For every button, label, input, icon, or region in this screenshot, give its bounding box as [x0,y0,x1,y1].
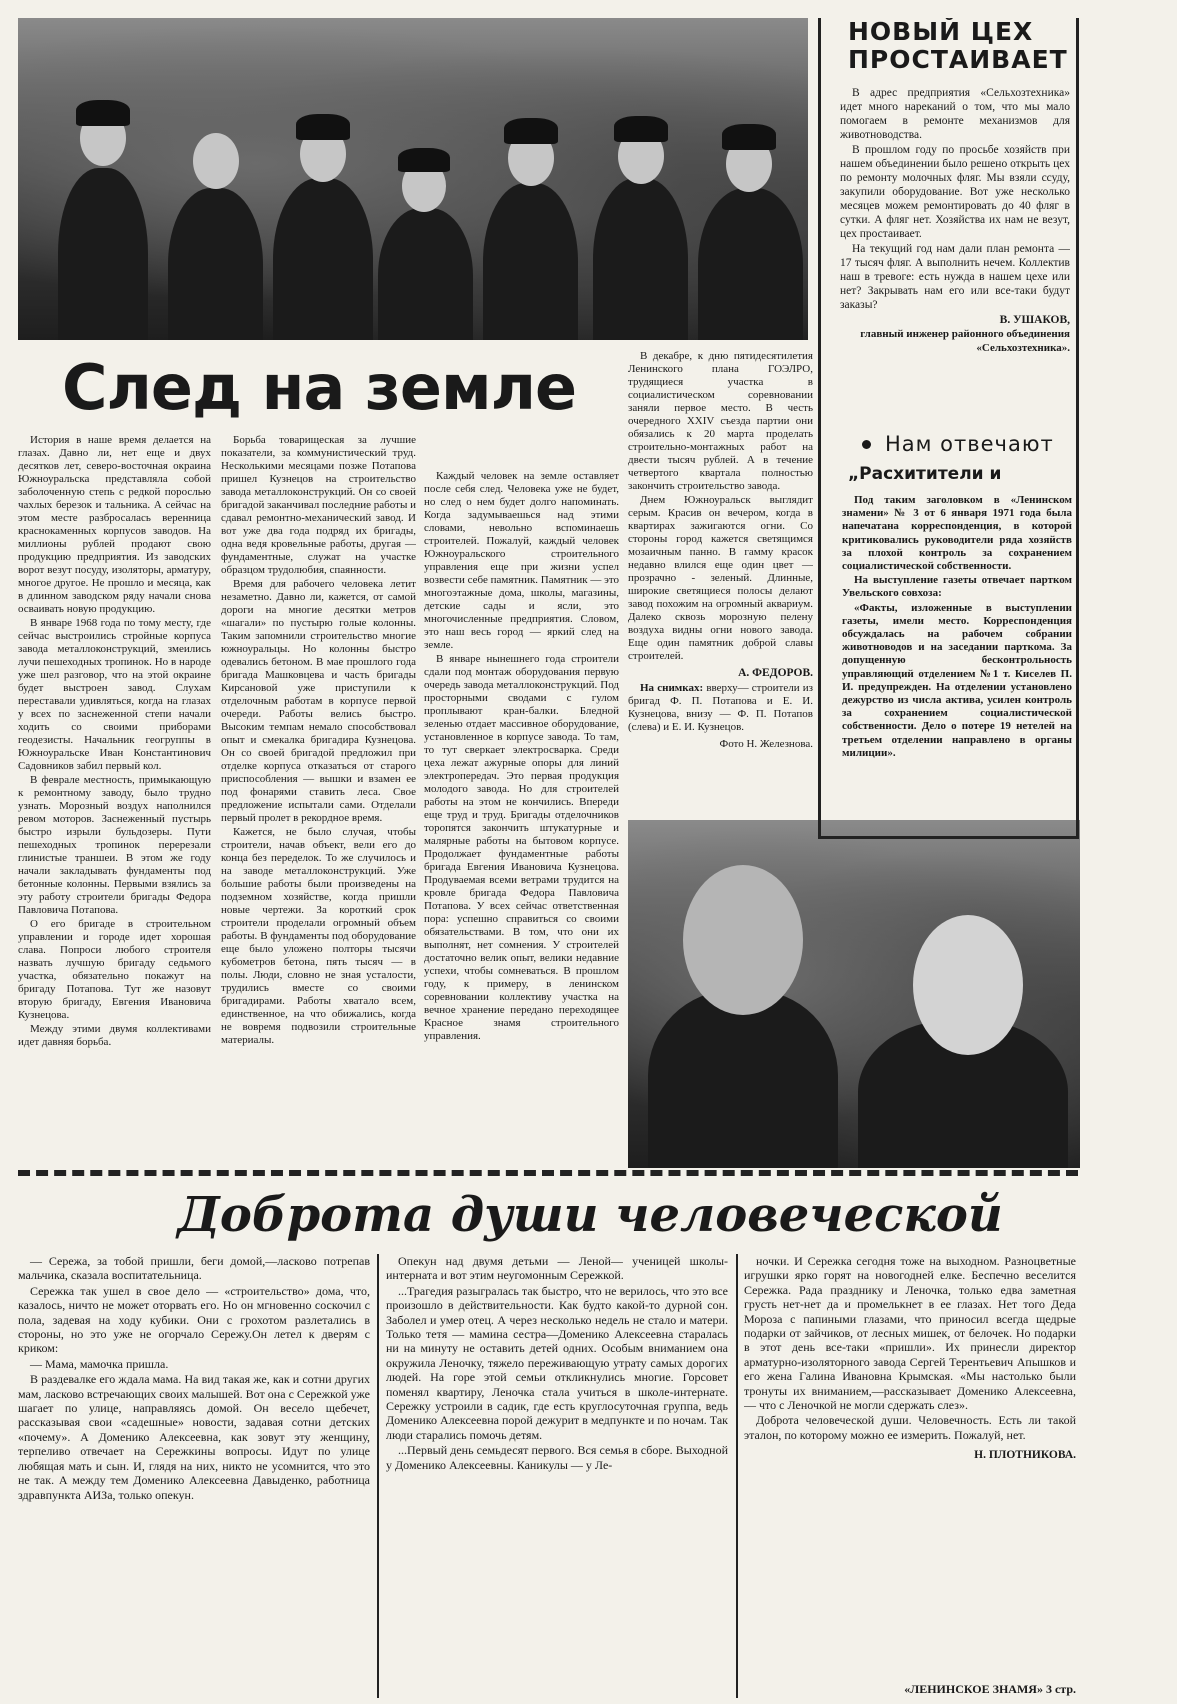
photo-builders-group [18,18,808,340]
article-paragraph: В декабре, к дню пятидесятилетия Ленинского плана ГОЭЛРО, трудящиеся участка в социалистическом соревновании заняли первое место. В честь очередного XXIV съезда партии они обязались к 20 марта проделать строительно-монтажных работ на двести тысяч рублей. А в течение четвертого квартала полностью закончить строительство завода. [628,350,813,492]
bottom-column-3 [744,1254,1076,1674]
bottom-column-1 [18,1254,370,1698]
bottom-paragraph: В раздевалке его ждала мама. На вид такая же, как и сотни других мам, ласково встречающих своих малышей. Вот она с Сережкой уже шагает по улице, направляясь домой. Он весело щебечет, рассказывая свои «садешные» новости, задавая сотни детских «почему». А Доменико Алексеевна, как зовут эту женщину, терпеливо отвечает на Сережкины вопросы. Идут по улице любящая мать и сын. И, глядя на них, никто не усомнится, что это не так. А между тем Доменико Алексеевна Давыденко, работница здравпункта АИЗа, только опекун. [18,1372,370,1502]
reply-heading-row [862,432,1072,460]
bottom-column-rule-2 [736,1254,738,1698]
article-paragraph: О его бригаде в строительном управлении и городе идет хорошая слава. Попроси любого строителя назвать лучшую бригаду седьмого участка, обязательно покажут на бригаду Потапова. Тут же назовут вторую бригаду, Евгения Ивановича Кузнецова. [18,918,211,1021]
sidebar-headline-line1: НОВЫЙ ЦЕХ [848,18,1034,46]
article-paragraph: Между этими двумя коллективами идет давняя борьба. [18,1023,211,1048]
article-paragraph: В январе нынешнего года строители сдали под монтаж оборудования первую очередь завода металлоконструкций. Под просторными сводами с гулом проплывают кран-балки. Бледной зеленью отдает массивное оборудование, установленное в корпусе завода. То там, то тут сверкает электросварка. Среди цеха лежат ажурные опоры для линий электропередач. Это первая продукция молодого завода. Но для строителей работы на этом не кончились. Впереди еще труд и труд. Бригады отделочников торопятся закончить штукатурные и малярные работы на бытовом корпусе. Продолжает фундаментные работы бригада Евгения Ивановича Кузнецова. Продуваемая всеми ветрами трудится на кровле бригада Федора Павловича Потапова. У всех сейчас ответственная пора: успешно справиться со своими обязательствами. В том, что они их выполнят, нет сомнения. У строителей достаточно велик опыт, велики недавние успехи, чтобы сомневаться. В прошлом году, к примеру, в ленинском соревновании коллективу участка на вечное хранение передано переходящее Красное знамя строительного управления. [424,653,619,1042]
sidebar-headline [848,18,1068,78]
photo-caption-label: На снимках: [640,682,704,694]
article-column-2 [221,434,416,1164]
bottom-article-headline: Доброта души человеческой [177,1187,1003,1243]
article-author: А. ФЕДОРОВ. [738,667,813,679]
reply-paragraph: Под таким заголовком в «Ленинском знамени» № 3 от 6 января 1971 года была напечатана корреспонденция, в которой критиковались руководители ряда хозяйств за плохой контроль за сохранением социалистической собственности. [842,494,1072,573]
reply-body [842,494,1072,834]
article-column-1 [18,434,211,1164]
sidebar-headline-line2: ПРОСТАИВАЕТ [848,45,1068,74]
article-paragraph: Время для рабочего человека летит незаметно. Давно ли, кажется, от самой дороги на многие десятки метров «шагали» по пустырю голые колонны. Таким запомнили строительство многие южноуральцы. Но колонны быстро одевались бетоном. В мае прошлого года бригада Машковцева и часть бригады Кирсановой уже приступили к отделочным работам в корпусе первой очереди. Работы велись быстро. Высоким темпам немало способствовал опыт и смекалка бригадира Кузнецова. Он со своей бригадой предложил при отделке корпуса отказаться от старого приспособления — вышки и взамен ее под фонарями ставить леса. Свое предложение испытали сами. Отделали первый пролет в рекордное время. [221,578,416,824]
article-column-4 [628,350,813,810]
sidebar-paragraph: В адрес предприятия «Сельхозтехника» идет много нареканий о том, что мы мало помогаем в ремонте механизмов для животноводства. [840,87,1070,141]
bottom-paragraph: — Сережа, за тобой пришли, беги домой,—ласково потрепав мальчика, сказала воспитательница. [18,1254,370,1283]
bottom-paragraph: ночки. И Сережка сегодня тоже на выходном. Разноцветные игрушки ярко горят на новогодней елке. Беспечно веселится Сережка. Рада празднику и Леночка, только едва заметная грусть нет-нет да и промелькнет в ее глазах. Нет того Деда Мороза с папиными глазами, что приносил всегда щедрые подарки от зайчиков, от лесных мишек, от белочек. Но подарки в этот день все-таки «пришли». Их принесли директор арматурно-изоляторного завода Сергей Терентьевич Апышков и его жена Галина Ивановна Крымская. «Мы настолько были тронуты их вниманием,—рассказывает Доменико Алексеевна, — что с Леночкой не могли сдержать слез». [744,1254,1076,1413]
sidebar-paragraph: На текущий год нам дали план ремонта — 17 тысяч фляг. А выполнить нечем. Коллектив наш в тревоге: есть нужда в нашем цехе или нет? Закрывать нам его или все-таки будут заказы? [840,243,1070,311]
bottom-paragraph: ...Первый день семьдесят первого. Вся семья в сборе. Выходной у Доменико Алексеевны. Каникулы — у Ле- [386,1443,728,1472]
bottom-article-author: Н. ПЛОТНИКОВА. [974,1449,1076,1462]
sidebar-border-bottom [818,836,1079,839]
article-paragraph: Днем Южноуральск выглядит серым. Красив он вечером, когда в квартирах зажигаются огни. Со стороны город кажется светящимся мозаичным панно. В гамму красок недавно влился еще один цвет — прозрачно - зеленый. Длинные, широкие светящиеся полосы делают завод похожим на огромный аквариум. Далеко сквозь морозную пелену воздуха видны огни нового завода. Еще один памятник доброй славы строителей. [628,494,813,662]
bottom-paragraph: Доброта человеческой души. Человечность. Есть ли такой эталон, по которому можно ее измерить. Пожалуй, нет. [744,1413,1076,1442]
bottom-paragraph: Сережка так ушел в свое дело — «строительство» дома, что, казалось, ничто не может оторвать его. Но он мгновенно соскочил с пола, задевая на ходу кубики. Они с грохотом разлетались в стороны, но это уже не огорчало Сережу.Он летел к дверям с криком: [18,1283,370,1356]
article-paragraph: В январе 1968 года по тому месту, где сейчас выстроились стройные корпуса завода металлоконструкций, змеились лучи пешеходных тропинок. Но в народе уже шел разговор, что на этой окраине будет выстроен завод. Слухам переставали удивляться, когда на глазах у всех по заснеженной степи начали ходить со своими приборами геодезисты. Начальник геогруппы в Южноуральске Иван Константинович Садовников забил первый кол. [18,617,211,772]
article-paragraph: Кажется, не было случая, чтобы строители, начав объект, вели его до конца без переделок. То же случилось и на заводе металлоконструкций. Уже большие работы были произведены на подземном хозяйстве, когда пришли новые чертежи. За короткий срок строители проделали огромный объем работы. В фундаменты под оборудование еще было уложено полторы тысячи кубометров бетона, пять тысяч — в полы. Люди, словно не зная усталости, трудились вместе со своими бригадирами. Работы хватало всем, единственное, на что обижались, когда не вовремя подвозили строительные материалы. [221,826,416,1046]
sidebar-border-left [818,18,821,838]
sidebar-paragraph: В прошлом году по просьбе хозяйств при нашем объединении было решено открыть цех по ремонту молочных фляг. Мы взяли ссуду, закупили оборудование. Вот уже несколько месяцев можем ремонтировать до 40 фляг в сутки. А фляг нет. Хозяйства их нам не везут, цех простаивает. [840,144,1070,240]
article-paragraph: История в наше время делается на глазах. Давно ли, нет еще и двух десятков лет, северо-восточная окраина Южноуральска представляла собой заболоченную степь с редкой порослью чахлых березок и тальника. А сейчас на этом месте разбросалась веренница краснокаменных корпусов заводов. На миллионы рублей продают свою продукцию предприятия. Из заводских ворот везут посуду, изоляторы, арматуру, многое другое. Не прошло и месяца, как в длинном заводском ряду начали снова осваивать новую продукцию. [18,434,211,615]
bottom-column-rule-1 [377,1254,379,1698]
bottom-paragraph: — Мама, мамочка пришла. [30,1356,169,1371]
article-paragraph: В феврале местность, примыкающую к ремонтному заводу, было трудно узнать. Морозный воздух наполнился ревом моторов. Заснеженный пустырь быстро изрыли бульдозеры. Пути пешеходных тропинок перерезали глинистые траншеи. В этом же году начали закладывать фундаменты под бетонные колонны. Первыми взялись за эту работу строители бригады Федора Павловича Потапова. [18,774,211,916]
page-footer: «ЛЕНИНСКОЕ ЗНАМЯ» 3 стр. [904,1682,1076,1696]
photo-potapov-kuznetsov [628,820,1080,1168]
article-paragraph: Борьба товарищеская за лучшие показатели, за коммунистический труд. Несколькими месяцами позже Потапова пришел Кузнецов на строительство завода металлоконструкций. Он со своей бригадой заканчивал последние работы и сдавал ремонтно-механический завод. И вот уже два года подряд их бригады, одна ведя кровельные работы, другая — фундаментные, служат на участке образцом трудолюбия, спаянности. [221,434,416,576]
reply-paragraph: На выступление газеты отвечает партком Увельского совхоза: [842,574,1072,600]
reply-heading: Нам отвечают [885,432,1054,456]
article-paragraph: Каждый человек на земле оставляет после себя след. Человека уже не будет, но след о нем будет долго напоминать. Когда задумываешься над этими словами, невольно вспоминаешь строителей. Пожалуй, каждый человек Южноуральского строительного управления еще при жизни успел возвести себе памятник. Памятник — это многоэтажные дома, школы, магазины, детские сады и ясли, это многочисленные предприятия. Словом, это наш весь город — яркий след на земле. [424,470,619,651]
bottom-paragraph: Опекун над двумя детьми — Леной— ученицей школы-интерната и вот этим неугомонным Сережкой. [386,1254,728,1283]
photo-credit: Фото Н. Железнова. [719,738,813,750]
sidebar-border-right [1076,18,1079,838]
photo-caption [628,682,813,734]
reply-subheading: „Расхитители и [848,464,1002,484]
reply-paragraph: «Факты, изложенные в выступлении газеты, имели место. Корреспонденция обсуждалась на рабочем собрании животноводов и на заседании парткома. За допущенную бесконтрольность управляющий отделением №1 т. Киселев П. И. предупрежден. На отделении установлено дежурство из числа актива, усилен контроль за сохранением социалистической собственности. Дело о потере 19 нетелей на третьем отделении направлено в органы милиции». [842,601,1072,759]
sidebar-author-title: главный инженер районного объединения «Сельхозтехника». [860,328,1070,354]
article-column-3 [424,470,619,1164]
bottom-column-2 [386,1254,728,1698]
bullet-icon [862,440,871,449]
photo-caption-text: вверху— строители из бригад Ф. П. Потапова и Е. И. Кузнецова, внизу — Ф. П. Потапов (слева) и Е. И. Кузнецов. [628,682,813,733]
article-headline: След на земле [62,351,577,424]
bottom-paragraph: ...Трагедия разыгралась так быстро, что не верилось, что это все произошло в действительности. Как будто какой-то дурной сон. Заболел и умер отец. А через несколько недель не стало и матери. Только тетя — мамина сестра—Доменико Алексеевна старалась ни на минуту не оставить детей одних. Особым вниманием она окружила Леночку, тяжело переживающую утрату самых дорогих людей. На горе этой семьи откликнулись многие. Горсовет поменял квартиру, Леночка стала учиться в школе-интернате. Сережку устроили в садик, где есть круглосуточная группа, ведь Доменико Алексеевна порой дежурит в медпункте и по ночам. Так люди старались помочь детям. [386,1283,728,1442]
sidebar-letter [840,86,1070,426]
section-divider [18,1170,1078,1184]
sidebar-author: В. УШАКОВ, [999,314,1070,326]
